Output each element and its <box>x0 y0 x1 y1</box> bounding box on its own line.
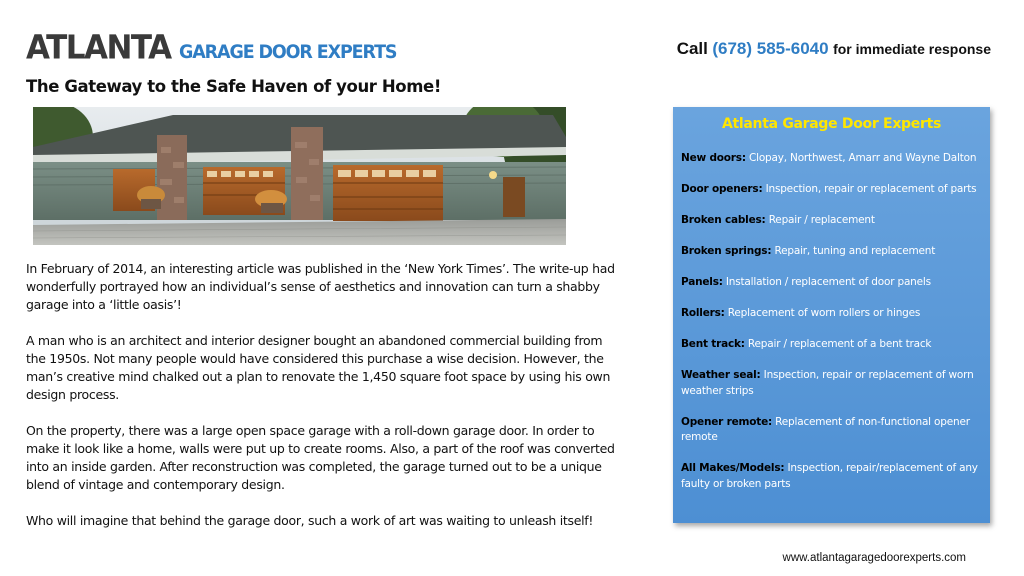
service-label: New doors: <box>681 152 746 164</box>
service-label: Panels: <box>681 276 723 288</box>
service-label: Weather seal: <box>681 369 761 381</box>
service-label: Broken cables: <box>681 214 766 226</box>
service-item <box>681 182 982 198</box>
service-label: Broken springs: <box>681 245 772 257</box>
service-value: Inspection, repair/replacement of any faulty or broken parts <box>681 462 978 490</box>
service-value: Replacement of worn rollers or hinges <box>727 307 921 319</box>
service-item <box>681 151 982 167</box>
service-value: Replacement of non-functional opener remote <box>681 415 970 443</box>
service-value: Repair, tuning and replacement <box>774 245 936 257</box>
service-label: Opener remote: <box>681 415 772 428</box>
service-item <box>681 306 982 322</box>
services-panel-title: Atlanta Garage Door Experts <box>721 116 941 132</box>
service-value: Installation / replacement of door panels <box>725 276 931 288</box>
service-label: Door openers: <box>681 183 763 195</box>
service-value: Repair / replacement of a bent track <box>747 338 932 350</box>
company-logo <box>26 30 415 66</box>
service-item <box>681 415 982 446</box>
page-title: The Gateway to the Safe Haven of your Home! <box>26 77 441 96</box>
paragraph-3: On the property, there was a large open space garage with a roll-down garage door. In order to make it look like a home, walls were put up to create rooms. Also, a part of the roof was converted into an inside garden. After reconstruction was completed, the garage turned out to be a unique blend of vintage and contemporary design. <box>26 423 615 492</box>
call-prefix: Call <box>676 39 708 58</box>
call-suffix: for immediate response <box>833 41 991 57</box>
paragraph-4: Who will imagine that behind the garage door, such a work of art was waiting to unleash itself! <box>26 513 594 528</box>
service-value: Clopay, Northwest, Amarr and Wayne Dalton <box>748 152 977 164</box>
logo-main-text: ATLANTA <box>26 29 171 67</box>
service-item <box>681 213 982 229</box>
service-item <box>681 461 982 492</box>
service-label: Bent track: <box>681 338 745 350</box>
service-label: All Makes/Models: <box>681 462 785 474</box>
service-value: Inspection, repair or replacement of worn weather strips <box>681 369 974 397</box>
service-item <box>681 337 982 353</box>
services-panel <box>673 107 990 523</box>
article-body <box>26 260 616 548</box>
website-url[interactable]: www.atlantagaragedoorexperts.com <box>782 552 966 564</box>
service-value: Inspection, repair or replacement of parts <box>765 183 977 195</box>
service-label: Rollers: <box>681 307 725 319</box>
garage-house-photo <box>33 107 566 245</box>
call-line <box>677 39 991 59</box>
paragraph-2: A man who is an architect and interior designer bought an abandoned commercial building from the 1950s. Not many people would have considered this purchase a wise decision. However, the man’s creative mind chalked out a plan to renovate the 1,450 square foot space by using his own design process. <box>26 333 611 402</box>
paragraph-1: In February of 2014, an interesting article was published in the ‘New York Times’. The write-up had wonderfully portrayed how an individual’s sense of aesthetics and innovation can turn a shabby garage into a ‘little oasis’! <box>26 261 615 312</box>
service-item <box>681 368 982 399</box>
services-list <box>673 151 990 492</box>
service-item <box>681 275 982 291</box>
service-item <box>681 244 982 260</box>
service-value: Repair / replacement <box>768 214 875 226</box>
phone-number[interactable]: (678) 585-6040 <box>712 39 829 58</box>
logo-sub-text: GARAGE DOOR EXPERTS <box>179 41 397 63</box>
